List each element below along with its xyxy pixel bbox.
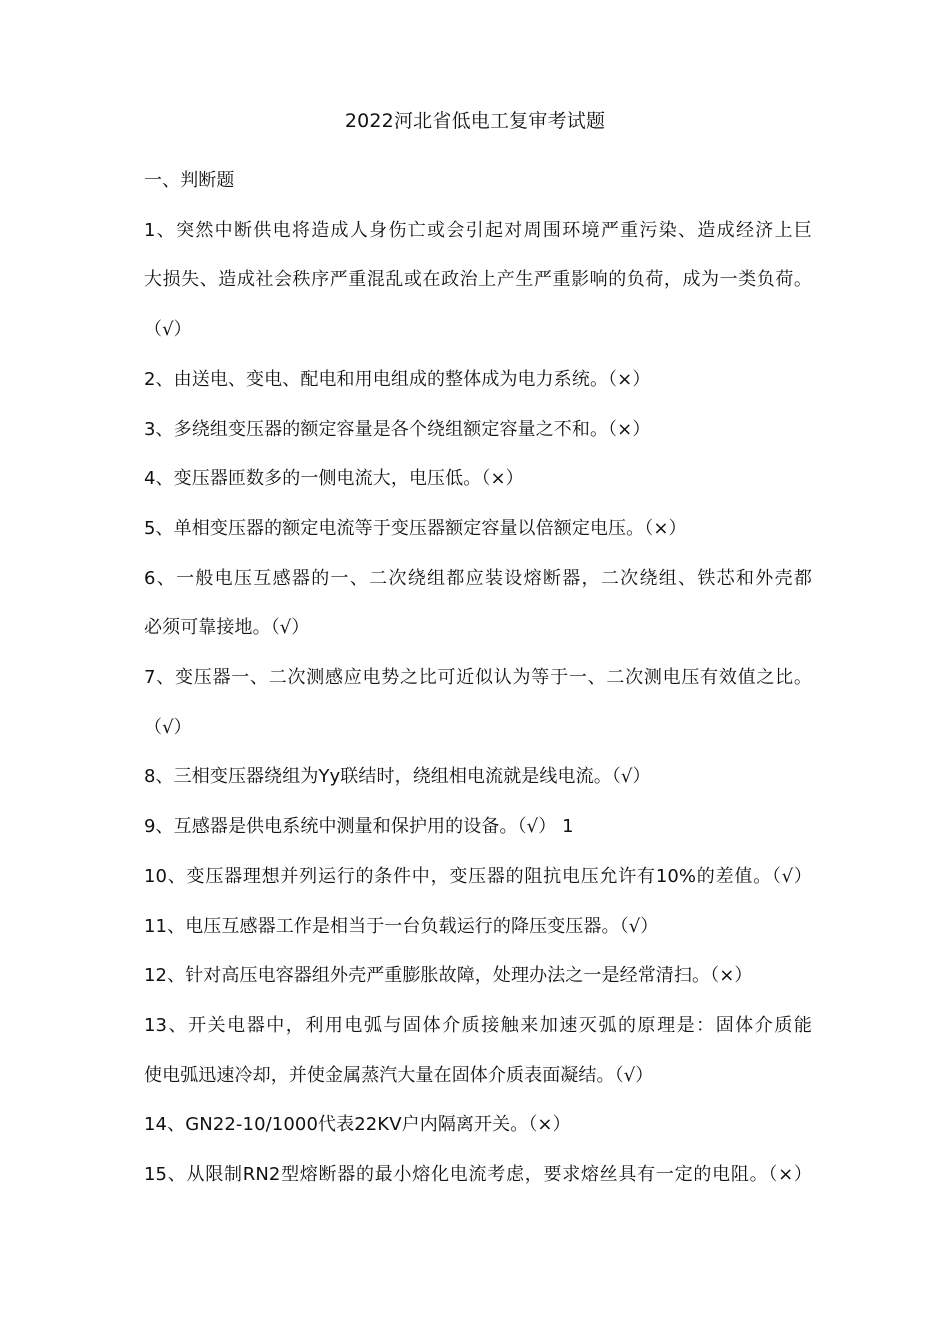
text-line: 10、变压器理想并列运行的条件中，变压器的阻抗电压允许有10%的差值。（√） [144, 865, 812, 887]
text-line: 必须可靠接地。（√） [144, 617, 310, 639]
text-line: 14、GN22-10/1000代表22KV户内隔离开关。（×） [144, 1114, 571, 1136]
text-line: 7、变压器一、二次测感应电势之比可近似认为等于一、二次测电压有效值之比。 [144, 667, 812, 689]
text-line: 大损失、造成社会秩序严重混乱或在政治上产生严重影响的负荷，成为一类负荷。 [144, 269, 812, 291]
document-title: 2022河北省低电工复审考试题 [344, 110, 606, 132]
section-heading: 一、判断题 [144, 170, 235, 191]
text-line: 6、一般电压互感器的一、二次绕组都应装设熔断器，二次绕组、铁芯和外壳都 [144, 567, 812, 589]
text-line: （√） [144, 716, 192, 738]
text-line: 5、单相变压器的额定电流等于变压器额定容量以倍额定电压。（×） [144, 517, 687, 539]
document-body [144, 156, 812, 1200]
text-line: 8、三相变压器绕组为Yy联结时，绕组相电流就是线电流。（√） [144, 766, 651, 788]
text-line: 2、由送电、变电、配电和用电组成的整体成为电力系统。（×） [144, 368, 651, 390]
text-line: 3、多绕组变压器的额定容量是各个绕组额定容量之不和。（×） [144, 418, 651, 440]
text-line: 15、从限制RN2型熔断器的最小熔化电流考虑，要求熔丝具有一定的电阻。（×） [144, 1164, 812, 1186]
text-line: 9、互感器是供电系统中测量和保护用的设备。（√） 1 [144, 816, 574, 838]
text-line: 4、变压器匝数多的一侧电流大，电压低。（×） [144, 468, 524, 490]
text-line: 1、突然中断供电将造成人身伤亡或会引起对周围环境严重污染、造成经济上巨 [144, 219, 812, 241]
text-line: 13、开关电器中，利用电弧与固体介质接触来加速灭弧的原理是：固体介质能 [144, 1014, 812, 1036]
text-line: 11、电压互感器工作是相当于一台负载运行的降压变压器。（√） [144, 915, 659, 937]
text-line: （√） [144, 319, 192, 341]
text-line: 使电弧迅速冷却，并使金属蒸汽大量在固体介质表面凝结。（√） [144, 1064, 654, 1086]
text-line: 12、针对高压电容器组外壳严重膨胀故障，处理办法之一是经常清扫。（×） [144, 965, 753, 987]
